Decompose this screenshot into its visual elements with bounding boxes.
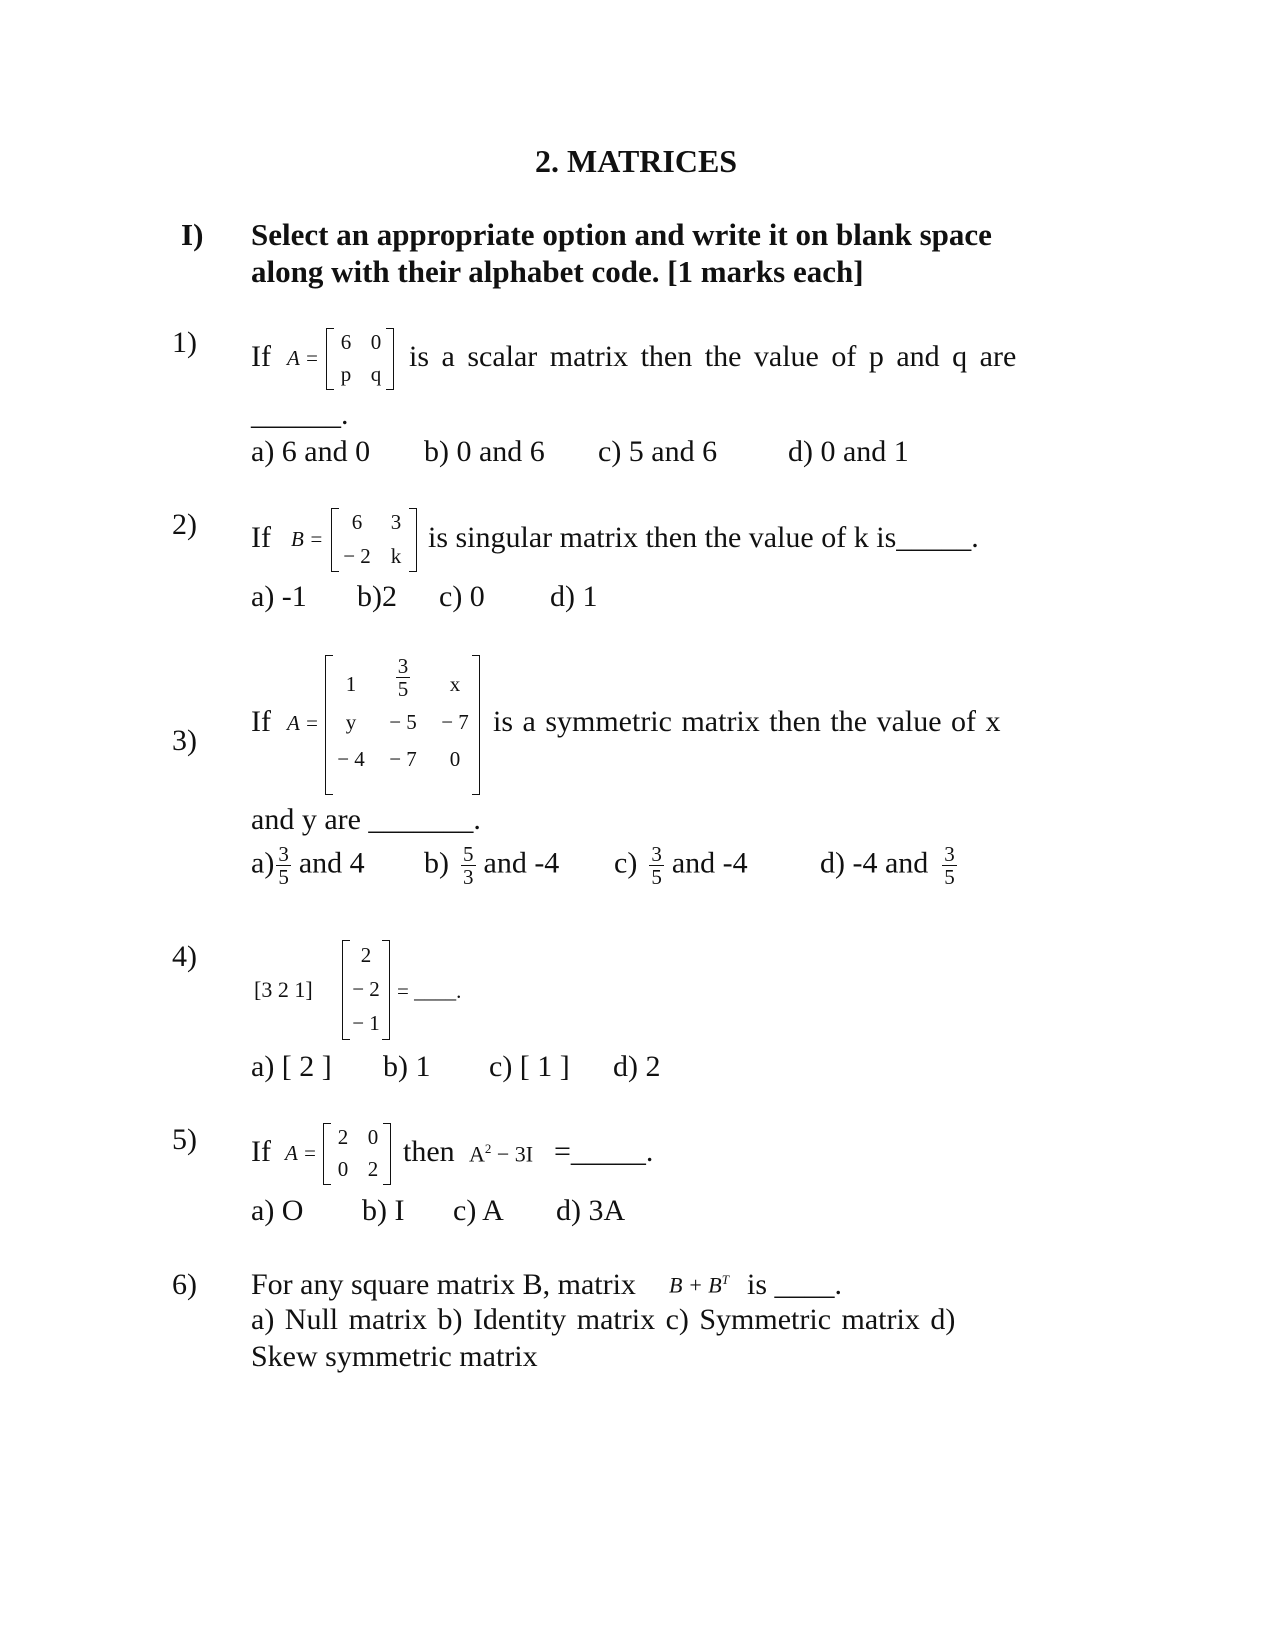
question-5-option-c: c) A (453, 1194, 504, 1227)
question-1-matrix (326, 328, 394, 390)
fraction-denominator: 5 (397, 677, 409, 701)
question-2-option-d: d) 1 (550, 580, 598, 613)
question-4-option-c: c) [ 1 ] (489, 1050, 570, 1083)
matrix-cell: − 2 (343, 544, 371, 568)
question-2-text: is singular matrix then the value of k is_____. (428, 521, 979, 554)
question-6-tail: is ____. (747, 1268, 843, 1301)
section-instruction-line2: along with their alphabet code. [1 marks each] (251, 254, 864, 289)
question-2-option-a: a) -1 (251, 580, 307, 613)
question-5-lhs: A = (285, 1141, 317, 1165)
fraction (461, 843, 476, 888)
page-title: 2. MATRICES (535, 143, 738, 179)
question-4-option-b: b) 1 (383, 1050, 431, 1083)
fraction (942, 843, 957, 888)
question-2-lhs: B = (291, 527, 324, 551)
option-prefix: b) (424, 846, 449, 880)
question-4-option-a: a) [ 2 ] (251, 1050, 332, 1083)
section-instruction-line1: Select an appropriate option and write it on blank space (251, 217, 992, 252)
fraction-numerator: 3 (397, 654, 409, 678)
question-6-expression (669, 1272, 729, 1298)
expression-exponent: 2 (484, 1141, 492, 1156)
matrix-cell: 6 (351, 510, 363, 534)
matrix-cell-fraction (383, 655, 423, 700)
question-5-if: If (251, 1135, 271, 1168)
matrix-cell: 2 (367, 1157, 379, 1181)
question-6-options-line1: a) Null matrix b) Identity matrix c) Symmetric matrix d) (251, 1303, 956, 1336)
question-5-option-b: b) I (362, 1194, 405, 1227)
matrix-cell: − 4 (337, 747, 365, 771)
question-3-text: is a symmetric matrix then the value of x (493, 705, 1001, 738)
question-3-if: If (251, 705, 271, 738)
question-3-matrix (325, 655, 480, 795)
question-6-options-line2: Skew symmetric matrix (251, 1340, 538, 1373)
matrix-cell: 0 (337, 1157, 349, 1181)
question-3-text-line2: and y are _______. (251, 803, 481, 836)
option-suffix: and -4 (483, 846, 560, 880)
option-prefix: a) (251, 846, 275, 880)
question-3-lhs: A = (287, 711, 319, 735)
matrix-cell: − 7 (441, 710, 469, 734)
question-1-number: 1) (172, 326, 197, 359)
fraction-numerator: 3 (278, 842, 289, 866)
question-1-blank: ______. (251, 398, 349, 431)
question-2-matrix (331, 508, 417, 572)
matrix-cell: − 2 (352, 977, 380, 1001)
fraction-numerator: 3 (944, 842, 955, 866)
matrix-cell: k (390, 544, 402, 568)
option-suffix: and -4 (671, 846, 748, 880)
question-2-number: 2) (172, 508, 197, 541)
matrix-cell: 2 (360, 943, 372, 967)
question-5-tail: =_____. (554, 1135, 654, 1168)
matrix-cell: 0 (370, 330, 382, 354)
question-1-lhs: A = (287, 346, 319, 370)
question-5-option-d: d) 3A (556, 1194, 626, 1227)
fraction (276, 843, 291, 888)
fraction-numerator: 5 (463, 842, 474, 866)
question-2-option-b: b)2 (357, 580, 397, 613)
question-1-option-a: a) 6 and 0 (251, 435, 371, 468)
matrix-cell: y (345, 710, 357, 734)
fraction-denominator: 5 (944, 865, 955, 889)
expression-rest: − 3I (496, 1141, 534, 1167)
question-4-option-d: d) 2 (613, 1050, 661, 1083)
matrix-cell: x (449, 672, 461, 696)
fraction-numerator: 3 (651, 842, 662, 866)
question-4-row-vector: [3 2 1] (254, 977, 313, 1002)
question-5-matrix (323, 1123, 391, 1185)
question-1-if: If (251, 340, 271, 373)
question-1-option-d: d) 0 and 1 (788, 435, 909, 468)
question-1-text: is a scalar matrix then the value of p and q are (409, 340, 1017, 373)
question-5-number: 5) (172, 1123, 197, 1156)
question-5-option-a: a) O (251, 1194, 304, 1227)
matrix-cell: 0 (449, 747, 461, 771)
question-1-option-b: b) 0 and 6 (424, 435, 545, 468)
question-6-text: For any square matrix B, matrix (251, 1268, 636, 1301)
matrix-cell: 3 (390, 510, 402, 534)
fraction-denominator: 3 (463, 865, 474, 889)
option-prefix: c) (614, 846, 638, 880)
matrix-cell: 0 (367, 1125, 379, 1149)
fraction (649, 843, 664, 888)
question-3-option-b (424, 843, 559, 888)
fraction (396, 655, 411, 700)
expression-main: B + B (669, 1272, 722, 1298)
question-5-expression (469, 1141, 533, 1167)
matrix-cell: − 1 (352, 1011, 380, 1035)
question-3-number: 3) (172, 724, 197, 757)
option-suffix: and 4 (298, 846, 365, 880)
fraction-denominator: 5 (651, 865, 662, 889)
question-6-number: 6) (172, 1268, 197, 1301)
matrix-cell: 6 (340, 330, 352, 354)
matrix-cell: p (340, 362, 352, 386)
matrix-cell: 1 (345, 672, 357, 696)
expression-base: A (469, 1141, 485, 1167)
question-2-if: If (251, 521, 271, 554)
expression-superscript: T (721, 1272, 729, 1287)
question-4-number: 4) (172, 940, 197, 973)
matrix-cell: − 5 (389, 710, 417, 734)
fraction-denominator: 5 (278, 865, 289, 889)
question-3-option-a (251, 843, 365, 888)
question-2-option-c: c) 0 (439, 580, 485, 613)
question-3-option-d (820, 843, 957, 888)
question-1-option-c: c) 5 and 6 (598, 435, 718, 468)
section-number: I) (181, 217, 204, 252)
option-prefix: d) -4 and (820, 846, 929, 880)
matrix-cell: − 7 (389, 747, 417, 771)
matrix-cell: q (370, 362, 382, 386)
question-5-then: then (403, 1135, 455, 1168)
question-4-equals-blank: = ____. (397, 979, 462, 1003)
matrix-cell: 2 (337, 1125, 349, 1149)
question-3-option-c (614, 843, 748, 888)
question-4-column-vector (342, 940, 390, 1040)
